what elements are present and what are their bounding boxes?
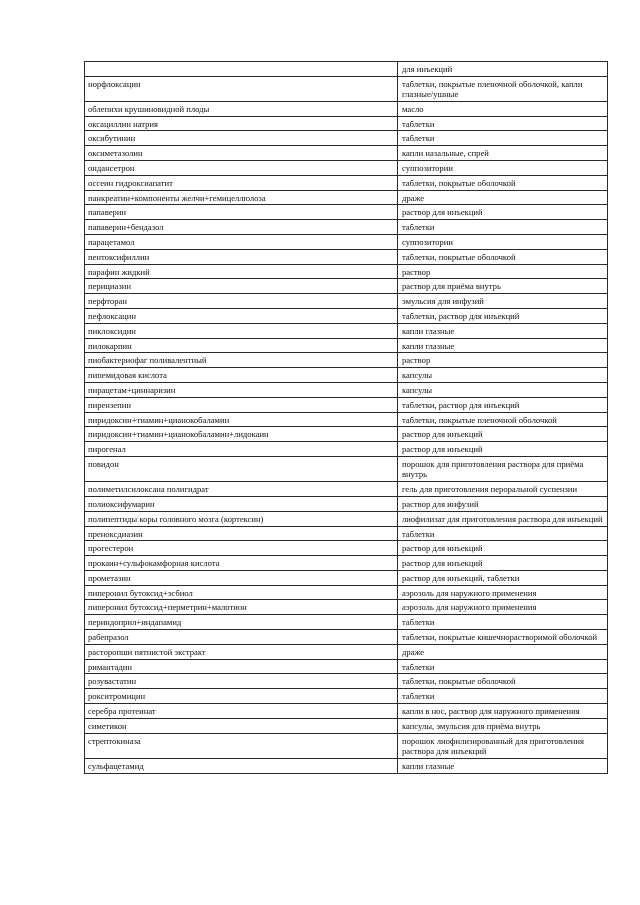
drug-name-cell: пиклоксидин [85, 323, 398, 338]
drug-name-cell: оксациллин натрия [85, 116, 398, 131]
table-row [85, 220, 608, 235]
table-row [85, 146, 608, 161]
dosage-form-cell: для инъекций [398, 62, 608, 77]
drug-name-cell: норфлоксацин [85, 76, 398, 101]
dosage-form-cell: масло [398, 101, 608, 116]
drug-name-cell: оксибутинин [85, 131, 398, 146]
drug-name-cell: пиридоксин+тиамин+цианокобаламин [85, 412, 398, 427]
dosage-form-cell: таблетки, покрытые оболочкой [398, 249, 608, 264]
dosage-form-cell: раствор для инъекций [398, 205, 608, 220]
table-row [85, 235, 608, 250]
drug-name-cell: розувастатин [85, 674, 398, 689]
drug-name-cell: рокситромицин [85, 689, 398, 704]
table-row [85, 116, 608, 131]
dosage-form-cell: таблетки, раствор для инъекций [398, 309, 608, 324]
drug-name-cell: пефлоксацин [85, 309, 398, 324]
table-row [85, 511, 608, 526]
table-row [85, 758, 608, 773]
drug-name-cell: прометазин [85, 570, 398, 585]
drug-name-cell: прокаин+сульфокамфорная кислота [85, 556, 398, 571]
table-row [85, 205, 608, 220]
dosage-form-cell: капли в нос, раствор для наружного применения [398, 704, 608, 719]
drug-table-body [85, 62, 608, 774]
dosage-form-cell: таблетки, покрытые оболочкой [398, 674, 608, 689]
dosage-form-cell: раствор для инъекций [398, 541, 608, 556]
drug-name-cell: парафин жидкий [85, 264, 398, 279]
table-row [85, 264, 608, 279]
dosage-form-cell: капсулы [398, 383, 608, 398]
drug-name-cell: периндоприл+индапамид [85, 615, 398, 630]
table-row [85, 496, 608, 511]
drug-name-cell: оксиметазолин [85, 146, 398, 161]
dosage-form-cell: суппозитории [398, 161, 608, 176]
table-row [85, 570, 608, 585]
table-row [85, 175, 608, 190]
table-row [85, 644, 608, 659]
table-row [85, 615, 608, 630]
table-row [85, 733, 608, 758]
drug-name-cell: папаверин [85, 205, 398, 220]
table-row [85, 368, 608, 383]
table-row [85, 600, 608, 615]
drug-name-cell: перициазин [85, 279, 398, 294]
table-row [85, 353, 608, 368]
drug-name-cell: серебра протеинат [85, 704, 398, 719]
drug-name-cell: пилокарпин [85, 338, 398, 353]
drug-name-cell: повидон [85, 457, 398, 482]
table-row [85, 101, 608, 116]
drug-name-cell: пиридоксин+тиамин+цианокобаламин+лидокаин [85, 427, 398, 442]
dosage-form-cell: раствор для инъекций, таблетки [398, 570, 608, 585]
dosage-form-cell: драже [398, 190, 608, 205]
table-row [85, 62, 608, 77]
drug-name-cell: пиобактериофаг поливалентный [85, 353, 398, 368]
table-row [85, 309, 608, 324]
dosage-form-cell: таблетки, покрытые оболочкой [398, 175, 608, 190]
dosage-form-cell: аэрозоль для наружного применения [398, 585, 608, 600]
table-row [85, 585, 608, 600]
dosage-form-cell: эмульсия для инфузий [398, 294, 608, 309]
dosage-form-cell: суппозитории [398, 235, 608, 250]
table-row [85, 279, 608, 294]
drug-name-cell: симетикон [85, 718, 398, 733]
dosage-form-cell: раствор [398, 264, 608, 279]
drug-name-cell: панкреатин+компоненты желчи+гемицеллюлоза [85, 190, 398, 205]
table-row [85, 457, 608, 482]
table-row [85, 482, 608, 497]
drug-name-cell: парацетамол [85, 235, 398, 250]
dosage-form-cell: капли назальные, спрей [398, 146, 608, 161]
drug-name-cell: пиперонил бутоксид+эсбиол [85, 585, 398, 600]
dosage-form-cell: порошок для приготовления раствора для приёма внутрь [398, 457, 608, 482]
dosage-form-cell: раствор для инъекций [398, 556, 608, 571]
table-row [85, 397, 608, 412]
drug-name-cell: пирензепин [85, 397, 398, 412]
dosage-form-cell: аэрозоль для наружного применения [398, 600, 608, 615]
dosage-form-cell: порошок лиофилизированный для приготовления раствора для инъекций [398, 733, 608, 758]
drug-name-cell: прогестерон [85, 541, 398, 556]
dosage-form-cell: таблетки [398, 220, 608, 235]
table-row [85, 383, 608, 398]
dosage-form-cell: капли глазные [398, 338, 608, 353]
table-row [85, 704, 608, 719]
dosage-form-cell: гель для приготовления пероральной суспензии [398, 482, 608, 497]
drug-name-cell: пентоксифиллин [85, 249, 398, 264]
dosage-form-cell: драже [398, 644, 608, 659]
drug-name-cell: полиметилсилоксана полигидрат [85, 482, 398, 497]
table-row [85, 76, 608, 101]
table-row [85, 556, 608, 571]
dosage-form-cell: капсулы [398, 368, 608, 383]
table-row [85, 718, 608, 733]
drug-name-cell: пипемидовая кислота [85, 368, 398, 383]
dosage-form-cell: капсулы, эмульсия для приёма внутрь [398, 718, 608, 733]
table-row [85, 190, 608, 205]
drug-name-cell: рабепразол [85, 630, 398, 645]
dosage-form-cell: таблетки [398, 526, 608, 541]
table-row [85, 323, 608, 338]
dosage-form-cell: капли глазные [398, 323, 608, 338]
drug-name-cell: пирацетам+циннаризин [85, 383, 398, 398]
dosage-form-cell: капли глазные [398, 758, 608, 773]
dosage-form-cell: раствор для приёма внутрь [398, 279, 608, 294]
dosage-form-cell: раствор [398, 353, 608, 368]
table-row [85, 526, 608, 541]
dosage-form-cell: таблетки, покрытые пленочной оболочкой, капли глазные/ушные [398, 76, 608, 101]
dosage-form-cell: таблетки [398, 615, 608, 630]
table-row [85, 427, 608, 442]
drug-name-cell: пиперонил бутоксид+перметрин+малотион [85, 600, 398, 615]
dosage-form-cell: раствор для инъекций [398, 442, 608, 457]
drug-name-cell: перфторан [85, 294, 398, 309]
dosage-form-cell: таблетки [398, 689, 608, 704]
drug-name-cell: полипептиды коры головного мозга (кортексин) [85, 511, 398, 526]
dosage-form-cell: лиофилизат для приготовления раствора для инъекций [398, 511, 608, 526]
drug-name-cell: преноксдиазин [85, 526, 398, 541]
table-row [85, 294, 608, 309]
dosage-form-cell: таблетки, раствор для инъекций [398, 397, 608, 412]
table-row [85, 659, 608, 674]
dosage-form-cell: таблетки [398, 659, 608, 674]
drug-name-cell: папаверин+бендазол [85, 220, 398, 235]
drug-name-cell: оссеин гидроксиапатит [85, 175, 398, 190]
table-row [85, 161, 608, 176]
table-row [85, 541, 608, 556]
dosage-form-cell: таблетки, покрытые кишечнорастворимой оболочкой [398, 630, 608, 645]
drug-name-cell: римантадин [85, 659, 398, 674]
table-row [85, 131, 608, 146]
table-row [85, 338, 608, 353]
drug-name-cell: стрептокиназа [85, 733, 398, 758]
drug-name-cell: пирогенал [85, 442, 398, 457]
table-row [85, 442, 608, 457]
drug-name-cell: сульфацетамид [85, 758, 398, 773]
dosage-form-cell: раствор для инъекций [398, 427, 608, 442]
dosage-form-cell: таблетки [398, 131, 608, 146]
table-row [85, 249, 608, 264]
drug-name-cell [85, 62, 398, 77]
table-row [85, 689, 608, 704]
dosage-form-cell: раствор для инфузий [398, 496, 608, 511]
table-row [85, 674, 608, 689]
drug-name-cell: полиоксифумарин [85, 496, 398, 511]
drug-table [84, 61, 608, 774]
table-row [85, 412, 608, 427]
drug-name-cell: расторопши пятнистой экстракт [85, 644, 398, 659]
table-row [85, 630, 608, 645]
dosage-form-cell: таблетки, покрытые пленочной оболочкой [398, 412, 608, 427]
drug-name-cell: облепихи крушиновидной плоды [85, 101, 398, 116]
drug-name-cell: ондансетрон [85, 161, 398, 176]
dosage-form-cell: таблетки [398, 116, 608, 131]
document-page [84, 61, 607, 774]
